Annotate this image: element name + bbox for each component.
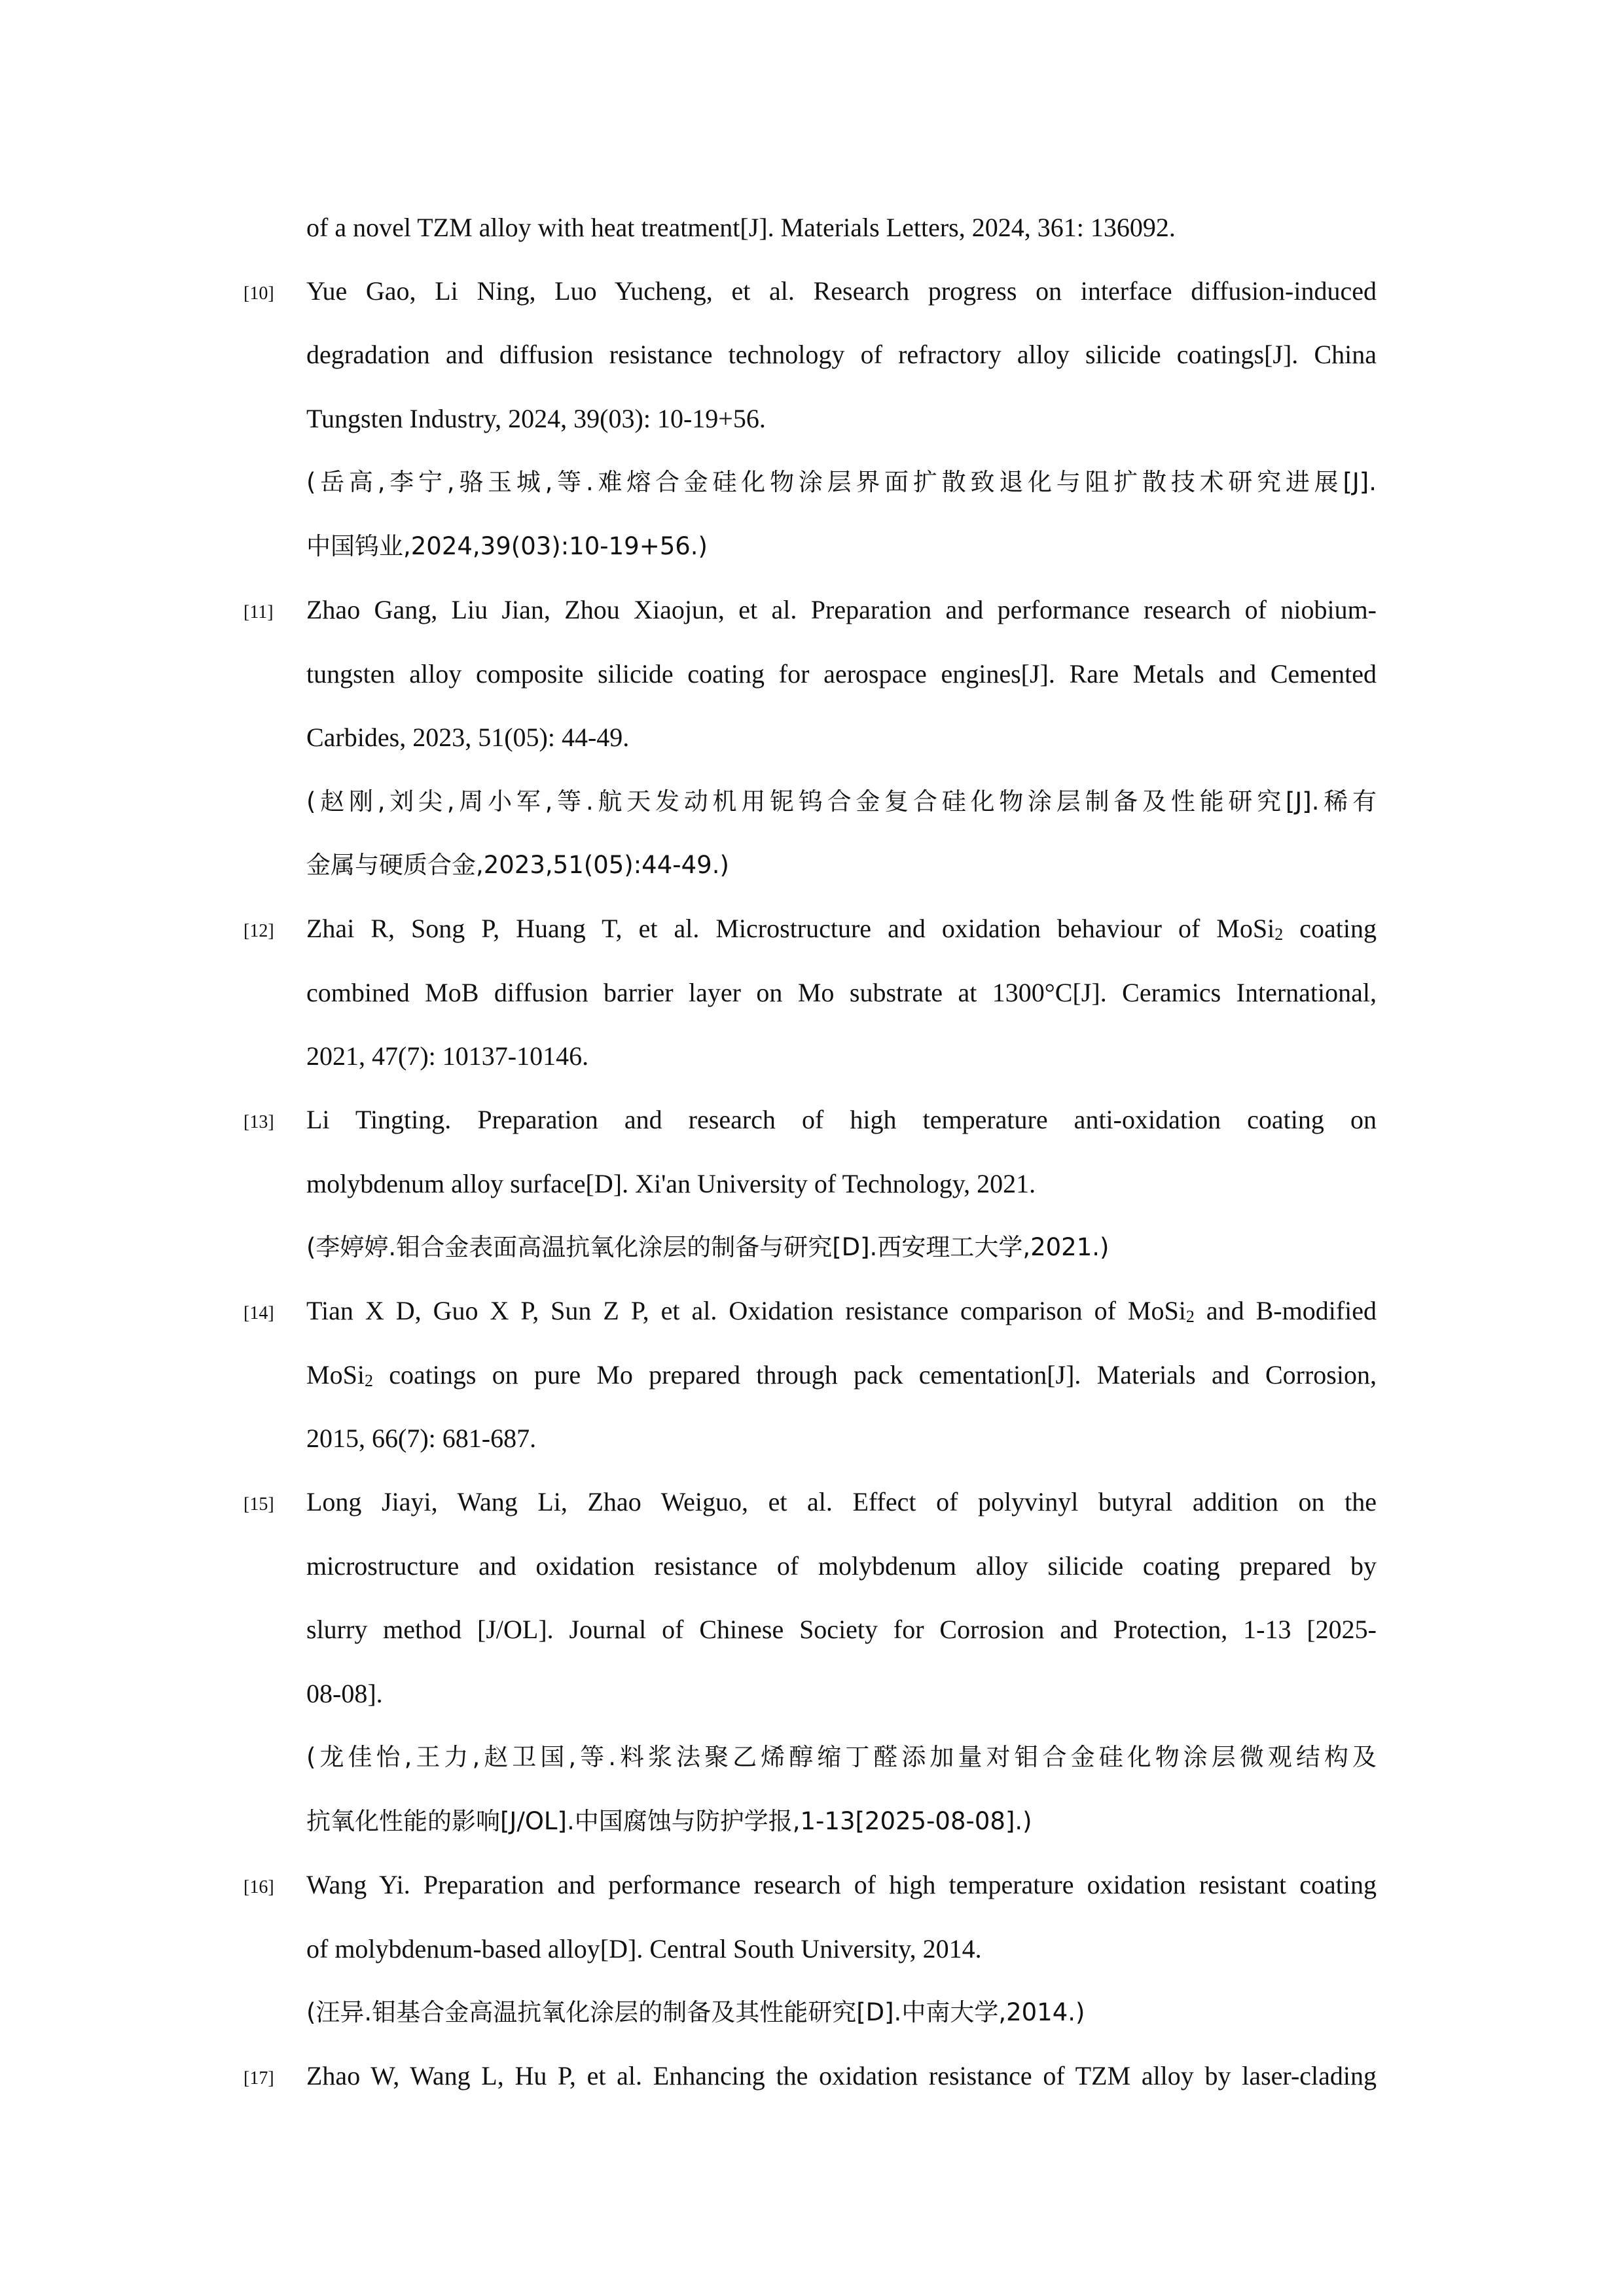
reference-14-line-1-tail: and B-modified: [1194, 1296, 1377, 1325]
reference-10-chinese-line-2: 中国钨业,2024,39(03):10-19+56.): [306, 532, 708, 560]
reference-15-line-3: slurry method [J/OL]. Journal of Chinese Society for Corrosion and Protection, 1-13 [2025-: [306, 1615, 1377, 1644]
reference-16-line-2: of molybdenum-based alloy[D]. Central South University, 2014.: [306, 1934, 982, 1964]
subscript-2: 2: [364, 1371, 373, 1390]
reference-10-line-2: degradation and diffusion resistance technology of refractory alloy silicide coatings[J]. China: [306, 340, 1377, 369]
reference-15-chinese-line-2: 抗氧化性能的影响[J/OL].中国腐蚀与防护学报,1-13[2025-08-08].): [306, 1807, 1032, 1835]
reference-number-16: [16]: [244, 1877, 274, 1897]
reference-12-line-1-text: Zhai R, Song P, Huang T, et al. Microstructure and oxidation behaviour of MoSi: [306, 914, 1275, 943]
subscript-2: 2: [1274, 925, 1284, 944]
reference-12-line-1: [306, 912, 1377, 945]
reference-11-chinese-line-2: 金属与硬质合金,2023,51(05):44-49.): [306, 851, 729, 879]
reference-11-line-1: Zhao Gang, Liu Jian, Zhou Xiaojun, et al. Preparation and performance research of niobium-: [306, 595, 1377, 624]
reference-number-11: [11]: [244, 602, 274, 622]
reference-12-line-3: 2021, 47(7): 10137-10146.: [306, 1041, 589, 1071]
reference-13-line-1: Li Tingting. Preparation and research of high temperature anti-oxidation coating on: [306, 1105, 1377, 1134]
reference-14-line-1: [306, 1295, 1377, 1327]
reference-12-line-2: combined MoB diffusion barrier layer on Mo substrate at 1300°C[J]. Ceramics International,: [306, 978, 1377, 1007]
reference-number-13: [13]: [244, 1112, 274, 1132]
reference-10-chinese-line-1: (岳高,李宁,骆玉城,等.难熔合金硅化物涂层界面扩散致退化与阻扩散技术研究进展[J].: [306, 468, 1377, 496]
reference-17-line-1: Zhao W, Wang L, Hu P, et al. Enhancing the oxidation resistance of TZM alloy by laser-clading: [306, 2061, 1377, 2090]
reference-14-line-3: 2015, 66(7): 681-687.: [306, 1424, 537, 1453]
reference-13-chinese-line-1: (李婷婷.钼合金表面高温抗氧化涂层的制备与研究[D].西安理工大学,2021.): [306, 1233, 1110, 1261]
reference-14-line-2: [306, 1359, 1377, 1391]
reference-13-line-2: molybdenum alloy surface[D]. Xi'an University of Technology, 2021.: [306, 1169, 1036, 1198]
reference-10-line-1: Yue Gao, Li Ning, Luo Yucheng, et al. Research progress on interface diffusion-induced: [306, 276, 1377, 306]
reference-10-line-3: Tungsten Industry, 2024, 39(03): 10-19+56.: [306, 404, 766, 433]
reference-16-line-1: Wang Yi. Preparation and performance research of high temperature oxidation resistant coating: [306, 1870, 1377, 1899]
reference-11-chinese-line-1: (赵刚,刘尖,周小军,等.航天发动机用铌钨合金复合硅化物涂层制备及性能研究[J].稀有: [306, 787, 1377, 816]
reference-15-line-4: 08-08].: [306, 1679, 383, 1708]
reference-number-12: [12]: [244, 921, 274, 941]
reference-12-line-1-tail: coating: [1283, 914, 1377, 943]
reference-number-17: [17]: [244, 2068, 274, 2089]
reference-14-line-2-tail: coatings on pure Mo prepared through pack cementation[J]. Materials and Corrosion,: [372, 1360, 1377, 1390]
reference-15-chinese-line-1: (龙佳怡,王力,赵卫国,等.料浆法聚乙烯醇缩丁醛添加量对钼合金硅化物涂层微观结构及: [306, 1743, 1377, 1771]
subscript-2: 2: [1185, 1307, 1195, 1326]
reference-15-line-1: Long Jiayi, Wang Li, Zhao Weiguo, et al. Effect of polyvinyl butyral addition on the: [306, 1487, 1377, 1516]
reference-14-line-2-text: MoSi: [306, 1360, 365, 1390]
reference-number-15: [15]: [244, 1494, 274, 1515]
reference-16-chinese-line-1: (汪异.钼基合金高温抗氧化涂层的制备及其性能研究[D].中南大学,2014.): [306, 1998, 1085, 2026]
reference-number-14: [14]: [244, 1303, 274, 1323]
reference-11-line-3: Carbides, 2023, 51(05): 44-49.: [306, 723, 630, 752]
reference-number-10: [10]: [244, 283, 274, 304]
reference-14-line-1-text: Tian X D, Guo X P, Sun Z P, et al. Oxidation resistance comparison of MoSi: [306, 1296, 1186, 1325]
reference-15-line-2: microstructure and oxidation resistance of molybdenum alloy silicide coating prepared by: [306, 1551, 1377, 1581]
reference-continuation-line: of a novel TZM alloy with heat treatment[J]. Materials Letters, 2024, 361: 136092.: [306, 213, 1176, 242]
reference-11-line-2: tungsten alloy composite silicide coating for aerospace engines[J]. Rare Metals and Cemented: [306, 659, 1377, 689]
